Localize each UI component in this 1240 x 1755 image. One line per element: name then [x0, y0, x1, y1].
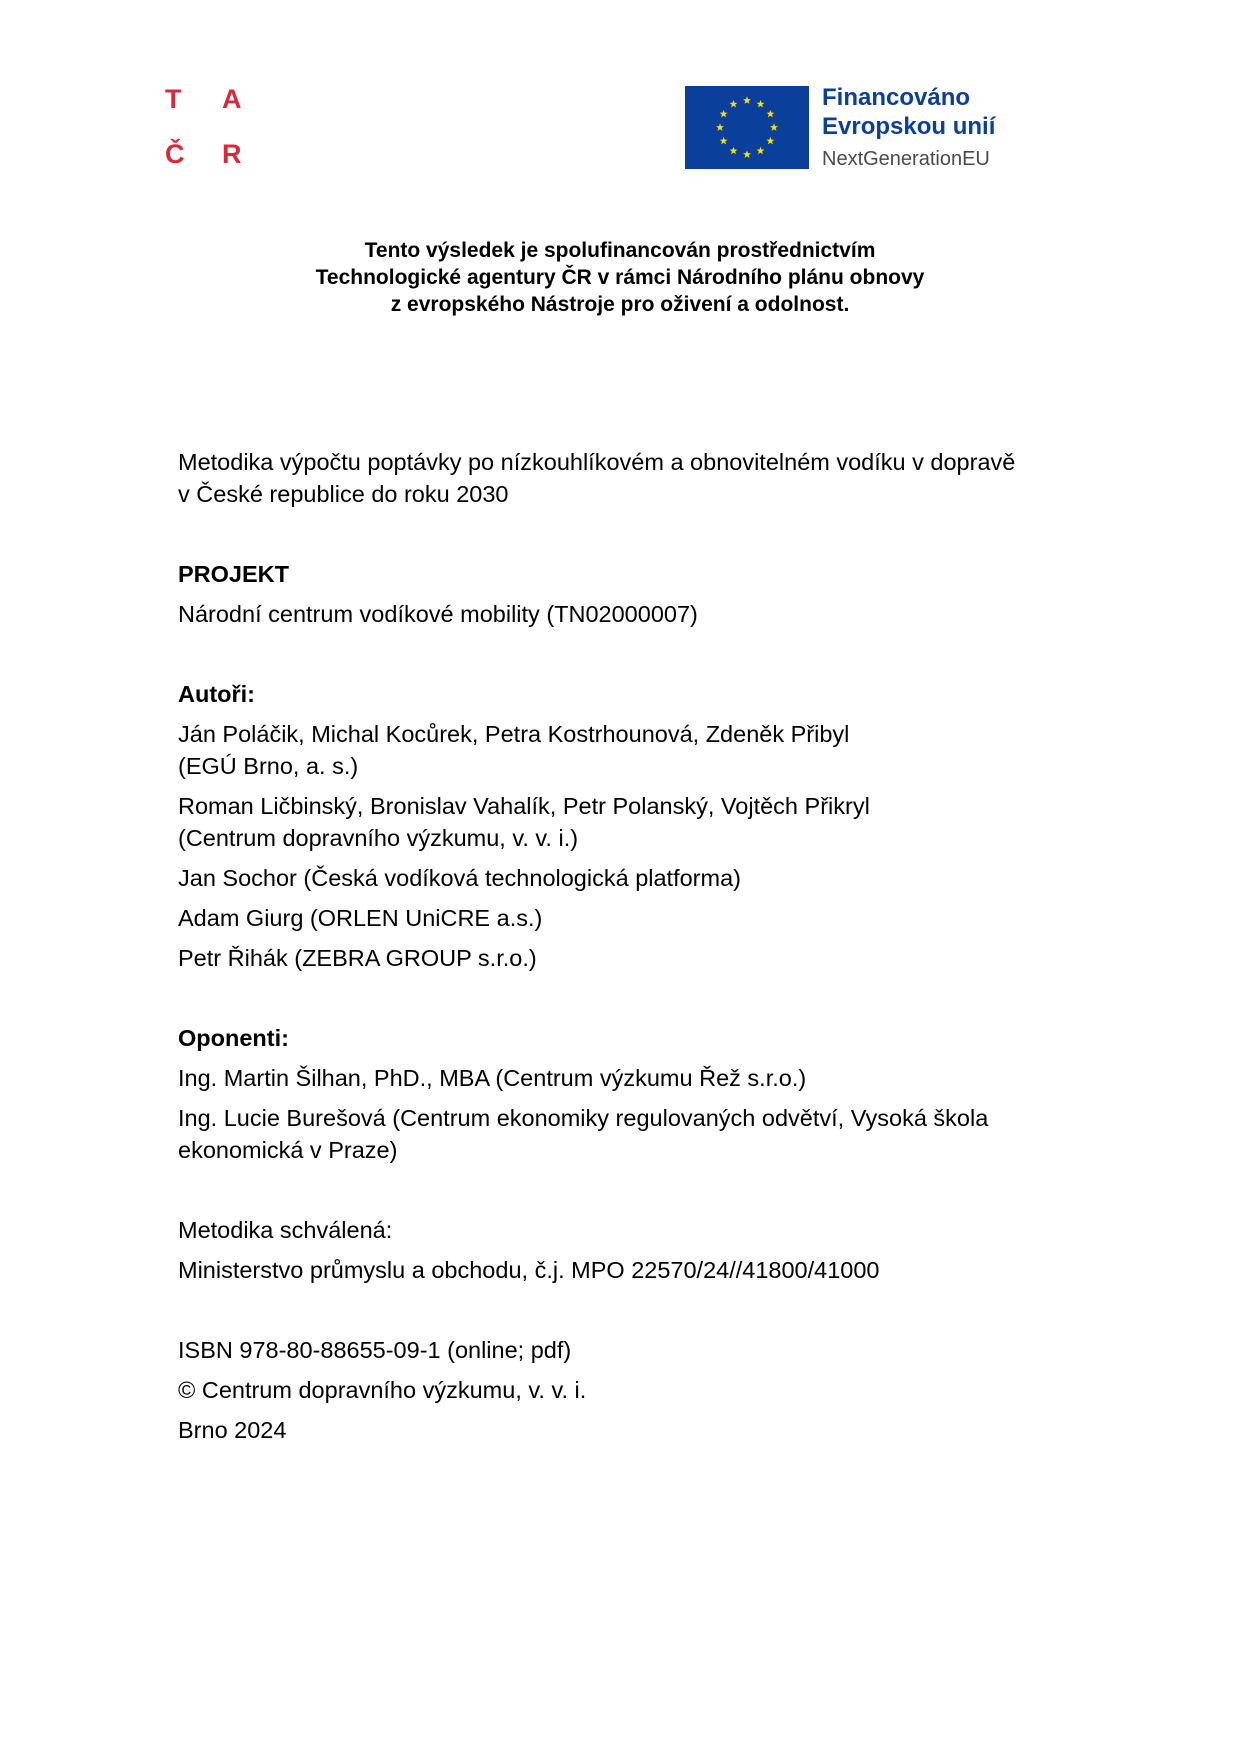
author-group-4: Adam Giurg (ORLEN UniCRE a.s.): [178, 905, 543, 931]
eu-flag-icon: [685, 86, 809, 169]
authors-heading: Autoři:: [178, 681, 256, 707]
opponents-heading: Oponenti:: [178, 1025, 289, 1051]
project-heading: PROJEKT: [178, 561, 289, 587]
author-group-2-line-2: (Centrum dopravního výzkumu, v. v. i.): [178, 825, 579, 851]
opponent-2-line-2: ekonomická v Praze): [178, 1137, 398, 1163]
copyright: © Centrum dopravního výzkumu, v. v. i.: [178, 1377, 587, 1403]
tacr-letter-r: R: [222, 139, 242, 169]
tacr-letter-t: T: [165, 84, 182, 114]
funding-line-1: Tento výsledek je spolufinancován prostřednictvím: [364, 239, 876, 262]
tacr-letter-c: Č: [165, 139, 185, 169]
funding-line-3: z evropského Nástroje pro oživení a odolnost.: [390, 293, 850, 316]
eu-logo-line3: NextGenerationEU: [822, 148, 990, 170]
author-group-3: Jan Sochor (Česká vodíková technologická platforma): [178, 865, 741, 891]
approval-value: Ministerstvo průmyslu a obchodu, č.j. MPO 22570/24//41800/41000: [178, 1257, 880, 1283]
eu-logo-line1: Financováno: [822, 84, 971, 111]
author-group-5: Petr Řihák (ZEBRA GROUP s.r.o.): [178, 945, 537, 971]
project-name: Národní centrum vodíkové mobility (TN02000007): [178, 601, 698, 627]
author-group-1-line-2: (EGÚ Brno, a. s.): [178, 753, 359, 779]
author-group-1-line-1: Ján Poláčik, Michal Kocůrek, Petra Kostrhounová, Zdeněk Přibyl: [178, 721, 850, 747]
document-body: [178, 446, 1078, 1446]
opponents-list: [178, 1062, 1078, 1166]
funding-statement: [200, 237, 1040, 318]
eu-logo-line2: Evropskou unií: [822, 113, 996, 140]
document-title-line-2: v České republice do roku 2030: [178, 481, 509, 507]
isbn: ISBN 978-80-88655-09-1 (online; pdf): [178, 1337, 572, 1363]
opponent-2-line-1: Ing. Lucie Burešová (Centrum ekonomiky regulovaných odvětví, Vysoká škola: [178, 1105, 989, 1131]
authors-list: [178, 718, 1078, 974]
place-year: Brno 2024: [178, 1417, 287, 1443]
funding-line-2: Technologické agentury ČR v rámci Národního plánu obnovy: [315, 266, 925, 289]
approval-label: Metodika schválená:: [178, 1217, 393, 1243]
eu-funding-logo: [685, 84, 1015, 171]
tacr-letter-a: A: [222, 84, 242, 114]
opponent-1: Ing. Martin Šilhan, PhD., MBA (Centrum výzkumu Řež s.r.o.): [178, 1065, 807, 1091]
author-group-2-line-1: Roman Ličbinský, Bronislav Vahalík, Petr Polanský, Vojtěch Přikryl: [178, 793, 870, 819]
document-title-line-1: Metodika výpočtu poptávky po nízkouhlíkovém a obnovitelném vodíku v dopravě: [178, 449, 1016, 475]
